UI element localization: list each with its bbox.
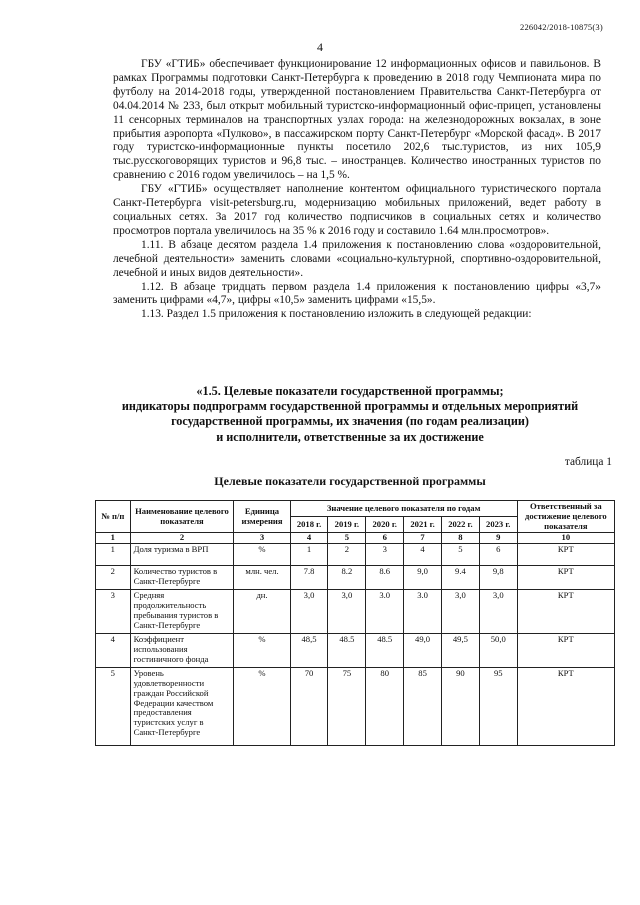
row-name: Количество туристов в Санкт-Петербурге	[130, 566, 234, 590]
table-row	[96, 566, 615, 590]
header-name: Наименование целевого показателя	[130, 501, 234, 533]
row-unit: %	[234, 544, 290, 566]
row-value: 90	[441, 668, 479, 746]
row-value: 50,0	[479, 634, 517, 668]
column-number: 7	[404, 533, 442, 544]
table-header-row	[96, 501, 615, 517]
section-heading-line: индикаторы подпрограмм государственной программы и отдельных мероприятий	[121, 399, 579, 414]
table-row	[96, 590, 615, 634]
indicators-table	[95, 500, 615, 746]
row-value: 9.4	[441, 566, 479, 590]
row-responsible: КРТ	[517, 590, 614, 634]
row-value: 85	[404, 668, 442, 746]
header-year: 2020 г.	[366, 517, 404, 533]
header-year: 2023 г.	[479, 517, 517, 533]
row-value: 70	[290, 668, 328, 746]
header-responsible: Ответственный за достижение целевого показателя	[517, 501, 614, 533]
body-text	[113, 58, 601, 322]
row-value: 6	[479, 544, 517, 566]
row-responsible: КРТ	[517, 634, 614, 668]
row-num: 5	[96, 668, 131, 746]
row-unit: млн. чел.	[234, 566, 290, 590]
column-number: 2	[130, 533, 234, 544]
row-name: Доля туризма в ВРП	[130, 544, 234, 566]
row-value: 4	[404, 544, 442, 566]
row-num: 3	[96, 590, 131, 634]
paragraph-5: 1.13. Раздел 1.5 приложения к постановлению изложить в следующей редакции:	[141, 308, 532, 321]
row-unit: дн.	[234, 590, 290, 634]
row-value: 49,5	[441, 634, 479, 668]
row-value: 3,0	[328, 590, 366, 634]
table-row	[96, 634, 615, 668]
row-name: Средняя продолжительность пребывания туристов в Санкт-Петербурге	[130, 590, 234, 634]
column-number: 4	[290, 533, 328, 544]
row-value: 75	[328, 668, 366, 746]
row-num: 2	[96, 566, 131, 590]
column-numbers-row	[96, 533, 615, 544]
row-value: 49,0	[404, 634, 442, 668]
header-values-group: Значение целевого показателя по годам	[290, 501, 517, 517]
row-name: Коэффициент использования гостиничного фонда	[130, 634, 234, 668]
section-heading-line: государственной программы, их значения (по годам реализации)	[171, 414, 529, 429]
row-responsible: КРТ	[517, 566, 614, 590]
row-value: 1	[290, 544, 328, 566]
row-value: 48.5	[328, 634, 366, 668]
header-year: 2018 г.	[290, 517, 328, 533]
row-value: 3,0	[290, 590, 328, 634]
row-value: 3.0	[366, 590, 404, 634]
row-value: 3,0	[441, 590, 479, 634]
column-number: 6	[366, 533, 404, 544]
row-unit: %	[234, 668, 290, 746]
row-value: 5	[441, 544, 479, 566]
column-number: 10	[517, 533, 614, 544]
header-unit: Единица измерения	[234, 501, 290, 533]
paragraph-2: ГБУ «ГТИБ» осуществляет наполнение контентом официального туристического портала Санкт-Петербурга visit-petersburg.ru, модернизацию мобильных приложений, ведет работу в социальных сетях. За 2017 год количество подписчиков в социальных сетях и количество просмотров портала увеличилось на 35 % к 2016 году и составило 1.64 млн.просмотров».	[113, 183, 601, 237]
table-row	[96, 544, 615, 566]
row-num: 4	[96, 634, 131, 668]
document-id: 226042/2018-10875(3)	[520, 22, 603, 32]
row-value: 48,5	[290, 634, 328, 668]
paragraph-3: 1.11. В абзаце десятом раздела 1.4 приложения к постановлению слова «оздоровительной, лечебной деятельности» заменить словами «социально-культурной, спортивно-оздоровительной, лечебной и иных видов деятельности».	[113, 238, 601, 279]
row-value: 48.5	[366, 634, 404, 668]
header-year: 2021 г.	[404, 517, 442, 533]
header-year: 2022 г.	[441, 517, 479, 533]
column-number: 9	[479, 533, 517, 544]
row-name: Уровень удовлетворенности граждан Российской Федерации качеством предоставления туристских услуг в Санкт-Петербурге	[130, 668, 234, 746]
column-number: 1	[96, 533, 131, 544]
row-value: 9,0	[404, 566, 442, 590]
row-value: 80	[366, 668, 404, 746]
row-value: 3,0	[479, 590, 517, 634]
row-value: 95	[479, 668, 517, 746]
column-number: 5	[328, 533, 366, 544]
row-value: 2	[328, 544, 366, 566]
section-heading-line: «1.5. Целевые показатели государственной программы;	[196, 384, 504, 398]
row-responsible: КРТ	[517, 544, 614, 566]
row-unit: %	[234, 634, 290, 668]
header-num: № п/п	[96, 501, 131, 533]
table-title: Целевые показатели государственной программы	[214, 474, 486, 488]
row-value: 8.6	[366, 566, 404, 590]
section-heading-line: и исполнители, ответственные за их достижение	[216, 429, 484, 444]
row-value: 3.0	[404, 590, 442, 634]
column-number: 3	[234, 533, 290, 544]
table-row	[96, 668, 615, 746]
row-value: 8.2	[328, 566, 366, 590]
paragraph-1: ГБУ «ГТИБ» обеспечивает функционирование 12 информационных офисов и павильонов. В рамках Программы подготовки Санкт-Петербурга к проведению в 2018 году Чемпионата мира по футболу на 2014-2018 годы, утвержденной постановлением Правительства Санкт-Петербурга от 04.04.2014 № 233, был открыт мобильный туристско-информационный офис-прицеп, установлены 11 сенсорных терминалов на транспортных узлах города: на железнодорожных вокзалах, в зоне прибытия аэропорта «Пулково», в пассажирском порту Санкт-Петербург «Морской фасад». В 2017 году туристско-информационные пункты посетило 202,6 тыс.туристов, из них 105,9 тыс.русскоговорящих туристов и 96,8 тыс. – иностранцев. Количество иностранных туристов по сравнению с 2016 годом увеличилось – на 1,5 %.	[113, 58, 601, 182]
row-value: 9,8	[479, 566, 517, 590]
paragraph-4: 1.12. В абзаце тридцать первом раздела 1.4 приложения к постановлению цифры «3,7» заменить цифрами «4,7», цифры «10,5» заменить цифрами «15,5».	[113, 280, 601, 307]
section-heading	[100, 384, 600, 445]
row-responsible: КРТ	[517, 668, 614, 746]
page-number: 4	[317, 40, 323, 54]
column-number: 8	[441, 533, 479, 544]
row-value: 7.8	[290, 566, 328, 590]
row-num: 1	[96, 544, 131, 566]
row-value: 3	[366, 544, 404, 566]
header-year: 2019 г.	[328, 517, 366, 533]
table-label: таблица 1	[564, 456, 612, 468]
